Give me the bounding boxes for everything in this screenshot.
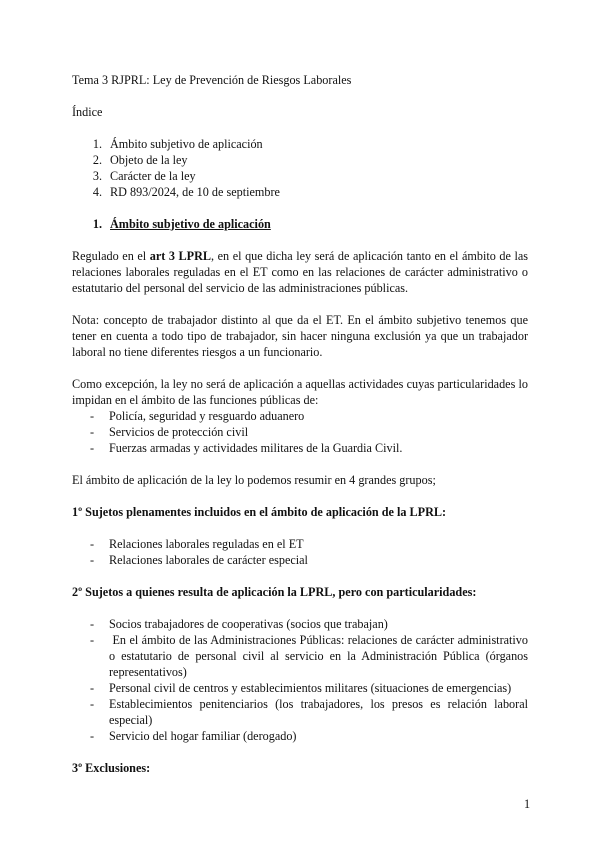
list-item: - Socios trabajadores de cooperativas (socios que trabajan) bbox=[90, 617, 388, 631]
group-1-list bbox=[90, 536, 528, 568]
paragraph-note: Nota: concepto de trabajador distinto al que da el ET. En el ámbito subjetivo tenemos que tener en cuenta a todo tipo de trabajador, sin hacer ninguna exclusión ya que un trabajador laboral no tiene diferentes riesgos a un funcionario. bbox=[72, 313, 528, 359]
group-1-title: 1º Sujetos plenamentes incluidos en el ámbito de aplicación de la LPRL: bbox=[72, 505, 447, 519]
page-number: 1 bbox=[524, 797, 531, 811]
list-item: - Policía, seguridad y resguardo aduanero bbox=[90, 409, 305, 423]
paragraph-scope: Regulado en el art 3 LPRL, en el que dicha ley será de aplicación tanto en el ámbito de las relaciones laborales reguladas en el ET como en las relaciones de carácter administrativo o estatutario del personal del servicio de las administraciones públicas. bbox=[72, 249, 528, 295]
group-2-list bbox=[90, 616, 532, 744]
paragraph-groups: El ámbito de aplicación de la ley lo podemos resumir en 4 grandes grupos; bbox=[72, 473, 436, 487]
toc-item: 2. Objeto de la ley bbox=[92, 153, 188, 167]
document-title: Tema 3 RJPRL: Ley de Prevención de Riesgos Laborales bbox=[72, 73, 352, 87]
toc-item: 3. Carácter de la ley bbox=[92, 169, 196, 183]
list-item: - Servicios de protección civil bbox=[90, 425, 249, 439]
list-item: - Establecimientos penitenciarios (los trabajadores, los presos es relación laboral especial) bbox=[90, 697, 528, 727]
list-item: - Personal civil de centros y establecimientos militares (situaciones de emergencias) bbox=[90, 681, 512, 695]
list-item: - Relaciones laborales reguladas en el ET bbox=[90, 537, 304, 551]
group-3-title: 3º Exclusiones: bbox=[72, 761, 151, 775]
section-1-heading: 1. Ámbito subjetivo de aplicación bbox=[92, 217, 271, 231]
table-of-contents bbox=[72, 136, 280, 200]
index-label: Índice bbox=[72, 105, 103, 119]
law-reference: art 3 LPRL bbox=[149, 249, 212, 263]
toc-item: 4. RD 893/2024, de 10 de septiembre bbox=[92, 185, 280, 199]
exceptions-list bbox=[90, 408, 528, 456]
list-item: - Fuerzas armadas y actividades militares de la Guardia Civil. bbox=[90, 441, 403, 455]
group-2-title: 2º Sujetos a quienes resulta de aplicación la LPRL, pero con particularidades: bbox=[72, 585, 477, 599]
toc-item: 1. Ámbito subjetivo de aplicación bbox=[92, 137, 263, 151]
list-item: - Servicio del hogar familiar (derogado) bbox=[90, 729, 297, 743]
paragraph-exception: Como excepción, la ley no será de aplicación a aquellas actividades cuyas particularidades lo impidan en el ámbito de las funciones públicas de: bbox=[72, 377, 528, 407]
list-item: - En el ámbito de las Administraciones Públicas: relaciones de carácter administrativo o estatutario de personal civil al servicio en la Administración Pública (órganos representativos) bbox=[90, 633, 532, 679]
list-item: - Relaciones laborales de carácter especial bbox=[90, 553, 308, 567]
